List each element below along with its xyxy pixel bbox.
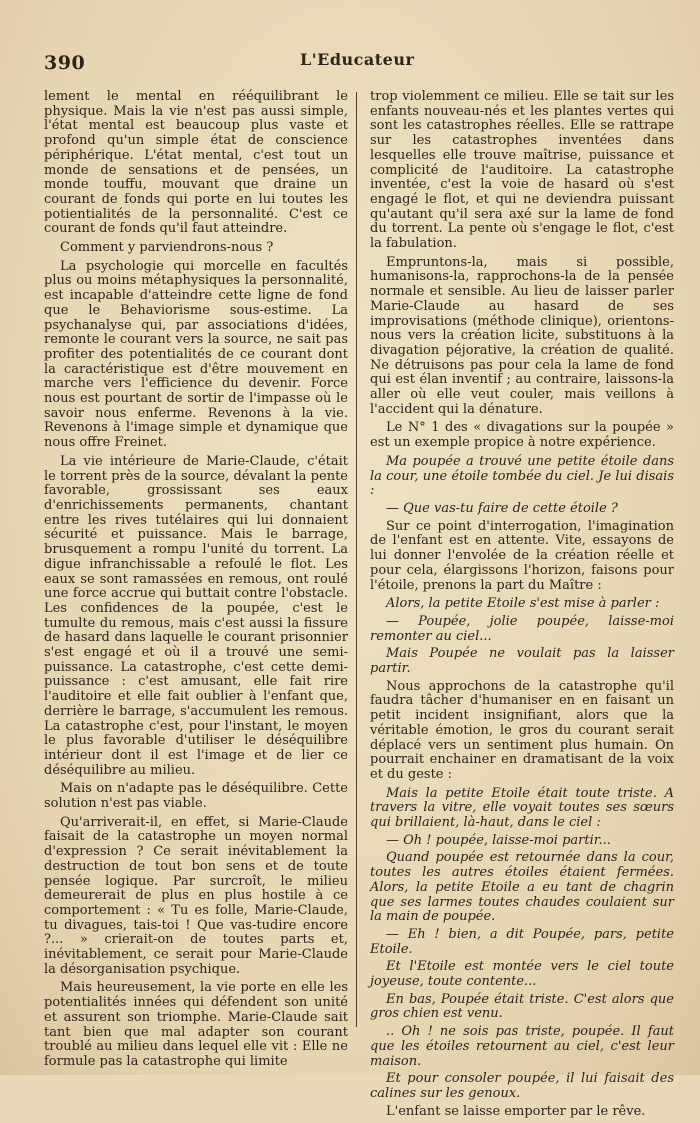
paragraph: L'enfant se laisse emporter par le rêve. [386, 1103, 646, 1119]
column-divider [356, 92, 357, 1027]
quote-line: Alors, la petite Etoile s'est mise à parler : [386, 596, 660, 612]
paragraph: lement le mental en rééquilibrant le physique. Mais la vie n'est pas aussi simple, l'état mental est beaucoup plus vaste et profond qu'un simple état de conscience périphérique. L'état mental, c'est tout un monde de sensations et de pensées, un monde touffu, mouvant que draine un courant de fonds qui porte en lui toutes les potientialités de la personnalité. C'est ce courant de fonds qu'il faut atteindre. [44, 89, 348, 237]
page-number: 390 [44, 52, 86, 74]
paragraph: Nous approchons de la catastrophe qu'il faudra tâcher d'humaniser en en faisant un petit incident insignifiant, alors que la véritable émotion, le gros du courant serait déplacé vers un sentiment plus humain. On pourrait enchainer en dramatisant de la voix et du geste : [370, 678, 674, 782]
right-column [370, 90, 674, 1123]
quote-line: Quand poupée est retournée dans la cour, toutes les autres étoiles étaient fermées. Alors, la petite Etoile a eu tant de chagrin que ses larmes toutes chaudes coulaient sur la main de poupée. [370, 850, 674, 925]
paragraph: La vie intérieure de Marie-Claude, c'était le torrent près de la source, dévalant la pente favorable, grossissant ses eaux d'enrichissements permanents, chantant entre les rives tutélaires qui lui donnaient sécurité et puissance. Mais le barrage, brusquement a rompu l'unité du torrent. La digue infranchissable a refoulé le flot. Les eaux se sont ramassées en remous, ont roulé une force accrue qui buttait contre l'obstacle. Les confidences de la poupée, c'est le tumulte du remous, mais c'est aussi la fissure de hasard dans laquelle le courant prisonnier s'est engagé et où il a trouvé une semi-puissance. La catastrophe, c'est cette demi-puissance : c'est amusant, elle fait rire l'auditoire et elle fait oublier à l'enfant que, derrière le barrage, s'accumulent les remous. La catastrophe c'est, pour l'instant, le moyen le plus favorable d'utiliser le déséquilibre intérieur dont il est l'image et de lier ce déséquilibre au milieu. [44, 453, 348, 778]
quote-line: — Poupée, jolie poupée, laisse-moi remonter au ciel... [370, 613, 674, 644]
quote-line: En bas, Poupée était triste. C'est alors que gros chien est venu. [370, 991, 674, 1022]
paragraph: Sur ce point d'interrogation, l'imagination de l'enfant est en attente. Vite, essayons de lui donner l'envolée de la création réelle et pour cela, élargissons l'horizon, faisons pour l'étoile, prenons la part du Maître : [370, 518, 674, 593]
quote-line: Mais Poupée ne voulait pas la laisser partir. [370, 646, 674, 677]
paragraph: La psychologie qui morcelle en facultés plus ou moins métaphysiques la personnalité, est incapable d'atteindre cette ligne de fond que le Behaviorisme sous-estime. La psychanalyse qui, par associations d'idées, remonte le courant vers la source, ne sait pas profiter des potentialités de ce courant dont la caractéristique est d'être mouvement en marche vers l'efficience du devenir. Force nous est pourtant de sortir de l'impasse où le savoir nous enferme. Revenons à la vie. Revenons à l'image simple et dynamique que nous offre Freinet. [44, 258, 348, 451]
paragraph: Le N° 1 des « divagations sur la poupée » est un exemple propice à notre expérience. [370, 420, 674, 451]
quote-line: — Oh ! poupée, laisse-moi partir... [386, 832, 611, 848]
paragraph: Comment y parviendrons-nous ? [60, 240, 274, 256]
quote-line: — Que vas-tu faire de cette étoile ? [386, 500, 618, 516]
quote-line: Et pour consoler poupée, il lui faisait des calines sur les genoux. [370, 1071, 674, 1101]
left-column [44, 90, 348, 1074]
paragraph: Mais on n'adapte pas le déséquilibre. Cette solution n'est pas viable. [44, 781, 348, 812]
paragraph: Qu'arriverait-il, en effet, si Marie-Claude faisait de la catastrophe un moyen normal d'expression ? Ce serait inévitablement la destruction de tout bon sens et de toute pensée logique. Par surcroît, le milieu demeurerait de plus en plus hostile à ce comportement : « Tu es folle, Marie-Claude, tu divagues, tais-toi ! Que vas-tudire encore ?... » crierait-on de toutes parts et, inévitablement, ce serait pour Marie-Claude la désorganisation psychique. [44, 814, 348, 977]
quote-line: .. Oh ! ne sois pas triste, poupée. Il faut que les étoiles retournent au ciel, c'est leur maison. [370, 1024, 674, 1069]
quote-line: Et l'Etoile est montée vers le ciel toute joyeuse, toute contente... [370, 959, 674, 990]
running-title: L'Educateur [300, 50, 415, 69]
paragraph: trop violemment ce milieu. Elle se tait sur les enfants nouveau-nés et les plantes vertes qui sont les catastrophes réelles. Elle se rattrape sur les catastrophes inventées dans lesquelles elle trouve maîtrise, puissance et complicité de l'auditoire. La catastrophe inventée, c'est la voie de hasard où s'est engagé le flot, et qui ne deviendra puissant qu'autant qu'il sera axé sur la lame de fond du torrent. La pente où s'engage le flot, c'est la fabulation. [370, 89, 674, 252]
quote-line: Ma poupée a trouvé une petite étoile dans la cour, une étoile tombée du ciel. Je lui disais : [370, 453, 674, 499]
quote-line: Mais la petite Etoile était toute triste. A travers la vitre, elle voyait toutes ses sœurs qui brillaient, là-haut, dans le ciel : [370, 785, 674, 831]
quote-line: — Eh ! bien, a dit Poupée, pars, petite Etoile. [370, 926, 674, 957]
paragraph: Empruntons-la, mais si possible, humanisons-la, rapprochons-la de la pensée normale et sensible. Au lieu de laisser parler Marie-Claude au hasard de ses improvisations (méthode clinique), orientons-nous vers la création licite, substituons à la divagation péjorative, la création de qualité. Ne détruisons pas pour cela la lame de fond qui est élan inventif ; au contraire, laissons-la aller où elle veut couler, mais veillons à l'accident qui la dénature. [370, 254, 674, 417]
paragraph: Mais heureusement, la vie porte en elle les potentialités innées qui défendent son unité et assurent son triomphe. Marie-Claude sait tant bien que mal adapter son courant troublé au milieu dans lequel elle vit : Elle ne formule pas la catastrophe qui limite [44, 980, 348, 1069]
